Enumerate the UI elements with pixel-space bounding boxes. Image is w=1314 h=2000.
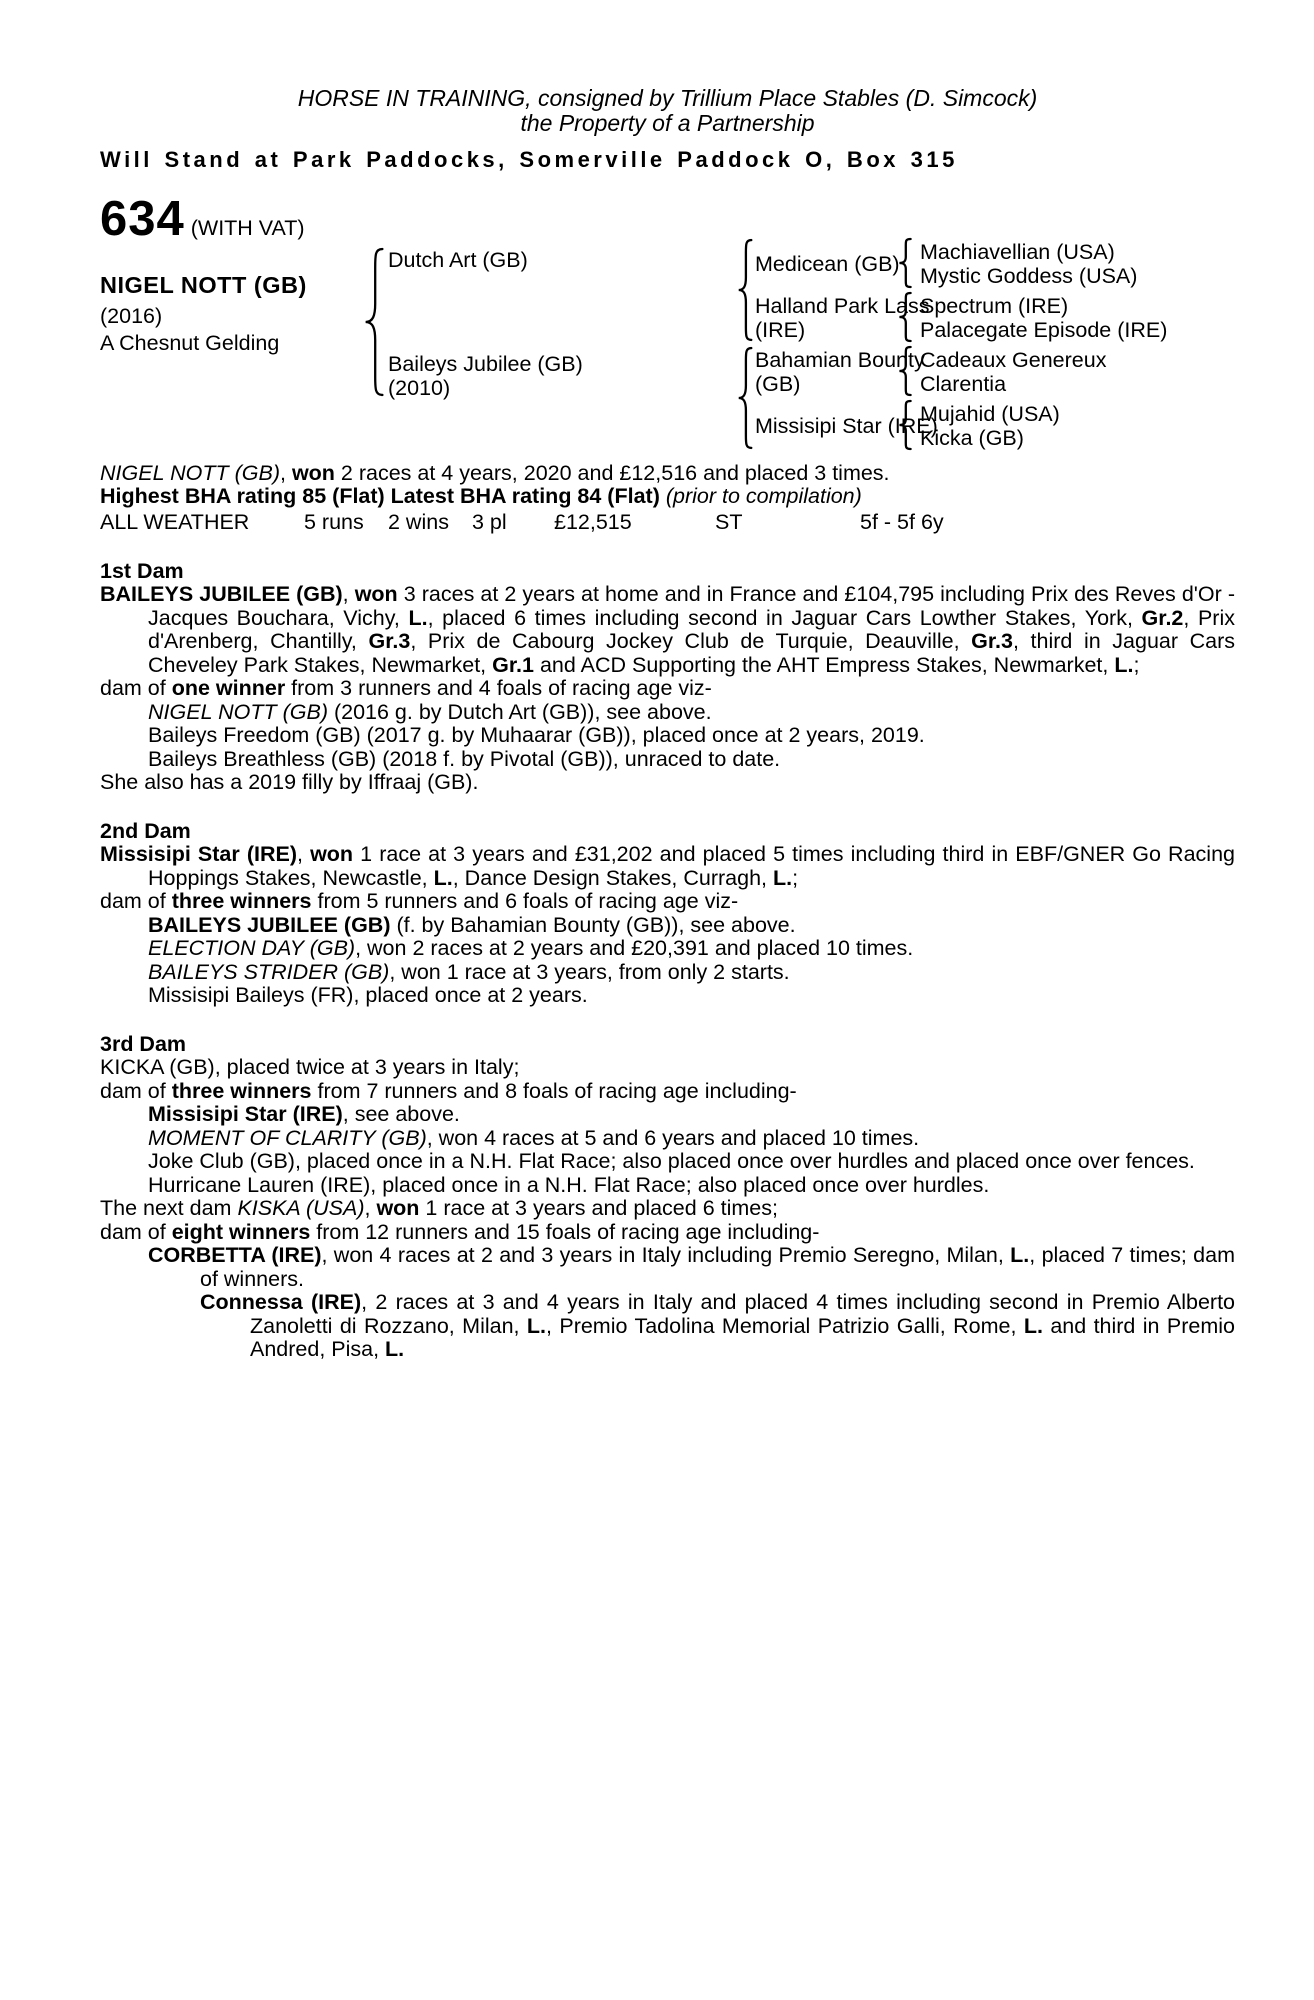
- dam1-produce-entry: NIGEL NOTT (GB) (2016 g. by Dutch Art (GB)), see above.: [148, 699, 712, 724]
- bha-rating-line: Highest BHA rating 85 (Flat) Latest BHA rating 84 (Flat) (prior to compilation): [100, 484, 862, 508]
- dam1-produce-intro: dam of one winner from 3 runners and 4 foals of racing age viz-: [100, 676, 712, 700]
- dam-dam: Missisipi Star (IRE): [755, 413, 938, 438]
- aw-going: ST: [715, 509, 743, 534]
- aw-runs: 5 runs: [304, 509, 364, 534]
- dam2-produce-entry: BAILEYS STRIDER (GB), won 1 race at 3 years, from only 2 starts.: [148, 959, 790, 984]
- dam-sire: Bahamian Bounty (GB): [755, 347, 925, 396]
- dam1-produce-entry: Baileys Breathless (GB) (2018 f. by Pivotal (GB)), unraced to date.: [148, 746, 781, 771]
- page-header: [100, 0, 1235, 172]
- gg-dam-sire-dam: Clarentia: [920, 371, 1007, 396]
- dam2-produce-entry: Missisipi Baileys (FR), placed once at 2 years.: [148, 983, 588, 1007]
- section-heading-3rd-dam: 3rd Dam: [100, 1031, 187, 1056]
- next-dam-produce-intro: dam of eight winners from 12 runners and 15 foals of racing age including-: [100, 1219, 820, 1244]
- gg-dam-dam-dam: Kicka (GB): [920, 425, 1024, 450]
- next-dam-summary: The next dam KISKA (USA), won 1 race at 3 years and placed 6 times;: [100, 1196, 778, 1220]
- dam2-produce-entry: BAILEYS JUBILEE (GB) (f. by Bahamian Bounty (GB)), see above.: [148, 912, 796, 937]
- dam3-produce-entry: Hurricane Lauren (IRE), placed once in a N.H. Flat Race; also placed once over hurdles.: [148, 1172, 990, 1197]
- aw-surface: ALL WEATHER: [100, 509, 250, 534]
- dam2-produce-intro: dam of three winners from 5 runners and 6 foals of racing age viz-: [100, 889, 739, 913]
- dam-name-line: Baileys Jubilee (GB): [388, 351, 583, 376]
- pedigree-brace-main: [362, 246, 386, 398]
- gg-sire-sire-dam: Mystic Goddess (USA): [920, 263, 1138, 288]
- race-record: NIGEL NOTT (GB), won 2 races at 4 years, 2020 and £12,516 and placed 3 times.: [100, 460, 890, 485]
- section-heading-1st-dam: 1st Dam: [100, 558, 184, 583]
- sire-sire: Medicean (GB): [755, 251, 900, 276]
- all-weather-row: [100, 511, 1235, 535]
- dam1-produce-entry: Baileys Freedom (GB) (2017 g. by Muhaarar (GB)), placed once at 2 years, 2019.: [148, 723, 925, 747]
- next-dam-produce-entry: Connessa (IRE), 2 races at 3 and 4 years in Italy and placed 4 times including second in Premio Alberto Zanoletti di Rozzano, Milan, L., Premio Tadolina Memorial Patrizio Galli, Rome, L. and third in Premio Andred, Pisa, L.: [200, 1290, 1236, 1361]
- vat-note: (WITH VAT): [190, 215, 305, 240]
- sire-dam: Halland Park Lass (IRE): [755, 293, 930, 342]
- pedigree-brace-dam: [736, 346, 754, 450]
- next-dam-produce-entry: CORBETTA (IRE), won 4 races at 2 and 3 years in Italy including Premio Seregno, Milan, L., placed 7 times; dam of winners.: [148, 1243, 1235, 1291]
- dam3-produce-entry: MOMENT OF CLARITY (GB), won 4 races at 5 and 6 years and placed 10 times.: [148, 1125, 920, 1150]
- aw-wins: 2 wins: [388, 509, 449, 534]
- sire-name: Dutch Art (GB): [388, 247, 528, 272]
- dam3-produce-entry: Missisipi Star (IRE), see above.: [148, 1102, 460, 1126]
- section-heading-2nd-dam: 2nd Dam: [100, 818, 191, 843]
- pedigree-block: [100, 191, 1235, 462]
- gg-sire-sire-sire: Machiavellian (USA): [920, 239, 1115, 264]
- dam3-produce-intro: dam of three winners from 7 runners and 8 foals of racing age including-: [100, 1078, 797, 1103]
- horse-description: A Chesnut Gelding: [100, 330, 280, 355]
- lot-number: 634: [100, 191, 185, 246]
- aw-distances: 5f - 5f 6y: [860, 509, 944, 534]
- lot-line: [100, 191, 305, 246]
- stand-location-line: Will Stand at Park Paddocks, Somerville Paddock O, Box 315: [100, 147, 958, 172]
- gg-dam-dam-sire: Mujahid (USA): [920, 401, 1060, 426]
- dam1-race-summary: BAILEYS JUBILEE (GB), won 3 races at 2 years at home and in France and £104,795 including Prix des Reves d'Or - Jacques Bouchara, Vichy, L., placed 6 times including second in Jaguar Cars Lowther Stakes, York, Gr.2, Prix d'Arenberg, Chantilly, Gr.3, Prix de Cabourg Jockey Club de Turquie, Deauville, Gr.3, third in Jaguar Cars Cheveley Park Stakes, Newmarket, Gr.1 and ACD Supporting the AHT Empress Stakes, Newmarket, L.;: [100, 582, 1235, 677]
- gg-dam-sire-sire: Cadeaux Genereux: [920, 347, 1107, 372]
- dam3-produce-entry: Joke Club (GB), placed once in a N.H. Flat Race; also placed once over hurdles and placed once over fences.: [148, 1149, 1195, 1173]
- property-line: the Property of a Partnership: [520, 110, 815, 136]
- foal-year: (2016): [100, 303, 163, 328]
- gg-sire-dam-sire: Spectrum (IRE): [920, 293, 1069, 318]
- aw-places: 3 pl: [472, 509, 507, 534]
- consignor-title: HORSE IN TRAINING, consigned by Trillium Place Stables (D. Simcock): [297, 85, 1038, 111]
- gg-sire-dam-dam: Palacegate Episode (IRE): [920, 317, 1168, 342]
- dam2-produce-entry: ELECTION DAY (GB), won 2 races at 2 years and £20,391 and placed 10 times.: [148, 936, 914, 960]
- horse-name: NIGEL NOTT (GB): [100, 271, 307, 298]
- dam-name: [388, 352, 638, 400]
- dam3-race-summary: KICKA (GB), placed twice at 3 years in Italy;: [100, 1055, 520, 1079]
- dam2-race-summary: Missisipi Star (IRE), won 1 race at 3 years and £31,202 and placed 5 times including third in EBF/GNER Go Racing Hoppings Stakes, Newcastle, L., Dance Design Stakes, Curragh, L.;: [100, 842, 1235, 890]
- dam1-note: She also has a 2019 filly by Iffraaj (GB).: [100, 770, 479, 794]
- aw-earnings: £12,515: [554, 509, 632, 534]
- dam-year: (2010): [388, 375, 451, 400]
- pedigree-brace-sire: [736, 238, 754, 342]
- page-content: [100, 0, 1235, 1362]
